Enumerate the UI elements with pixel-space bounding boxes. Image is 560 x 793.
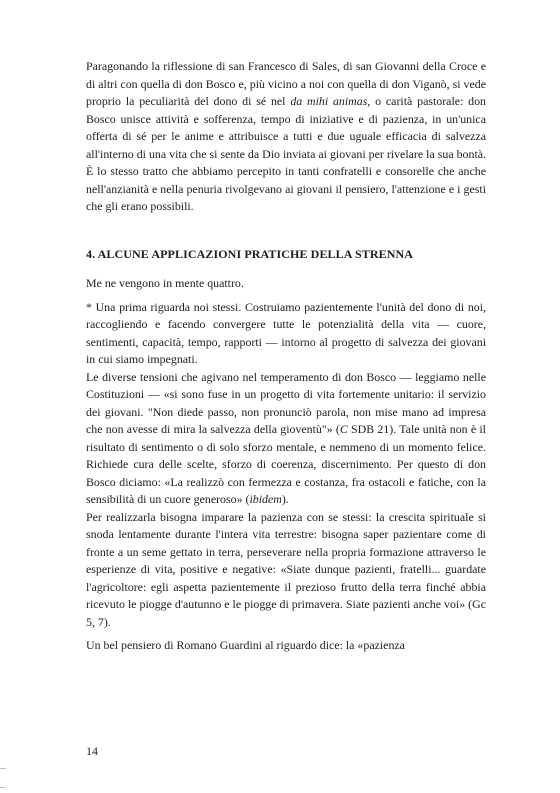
citation-ibidem: ibidem: [249, 492, 282, 506]
paragraph-patience: Per realizzarla bisogna imparare la pazienza con se stessi: la crescita spirituale si snoda lentamente durante l'intera vita terrestre: bisogna saper pazientare come di fronte a un seme gettato in terra, perseverare nella propria formazione attraverso le esperienze di vita, positive e negative: «Siate dunque pazienti, fratelli... guardate l'agricoltore: egli aspetta pazientemente il prezioso frutto della terra finché abbia ricevuto le piogge d'autunno e le piogge di primavera. Siate pazienti anche voi» (Gc 5, 7).: [86, 509, 486, 629]
paragraph-intro: Me ne vengono in mente quattro.: [86, 276, 244, 290]
paragraph-first-application: * Una prima riguarda noi stessi. Costruiamo pazientemente l'unità del dono di noi, raccogliendo e facendo convergere tutte le potenzialità della vita — cuore, sentimenti, capacità, tempo, rapporti — intorno al progetto di salvezza dei giovani in cui siamo impegnati.: [86, 299, 486, 366]
paragraph-tensions: [86, 369, 486, 509]
paragraph-text: , o carità pastorale: don Bosco unisce attività e sofferenza, tempo di iniziative e di pazienza, in un'unica offerta di sé per le anime e attribuisce a tutti e due uguale efficacia di salvezza all'interno di una vita che si sente da Dio inviata ai giovani per rivelare la sua bontà. È lo stesso tratto che abbiamo percepito in tanti confratelli e consorelle che anche nell'anzianità e nella penuria rivolgevano ai giovani il pensiero, l'attenzione e i gesti che gli erano possibili.: [86, 94, 486, 213]
paragraph-text: SDB 21). Tale unità non è il risultato di sentimento o di solo sforzo mentale, e nemmeno di un momento felice. Richiede cura delle scelte, sforzo di coerenza, discernimento. Per questo di don Bosco diciamo: «La realizzò con fermezza e costanza, fra ostacoli e fatiche, con la sensibilità di un cuore generoso» (: [86, 422, 486, 506]
page-body: [86, 58, 486, 655]
italic-phrase: da mihi animas: [290, 94, 368, 108]
citation-ref: C: [339, 422, 348, 436]
paragraph-text: Paragonando la riflessione di san Francesco di Sales, di san Giovanni della Croce e di altri con quella di don Bosco e, più vicino a noi con quella di don Viganò, si vede proprio la peculiarità del dono di sé nel: [86, 59, 486, 108]
page-number: 14: [86, 744, 98, 758]
scan-margin-mark: [0, 768, 6, 788]
paragraph-guardini: Un bel pensiero di Romano Guardini al riguardo dice: la «pazienza: [86, 638, 405, 652]
section-heading: 4. ALCUNE APPLICAZIONI PRATICHE DELLA STRENNA: [86, 246, 413, 261]
paragraph-text: Le diverse tensioni che agivano nel temperamento di don Bosco — leggiamo nelle Costituzioni — «si sono fuse in un progetto di vita fortemente unitario: il servizio dei giovani. "Non diede passo, non pronunciò parola, non mise mano ad impresa che non avesse di mira la salvezza della gioventù"» (: [86, 369, 486, 436]
paragraph-text: ).: [281, 492, 289, 506]
paragraph-comparison: [86, 58, 486, 216]
